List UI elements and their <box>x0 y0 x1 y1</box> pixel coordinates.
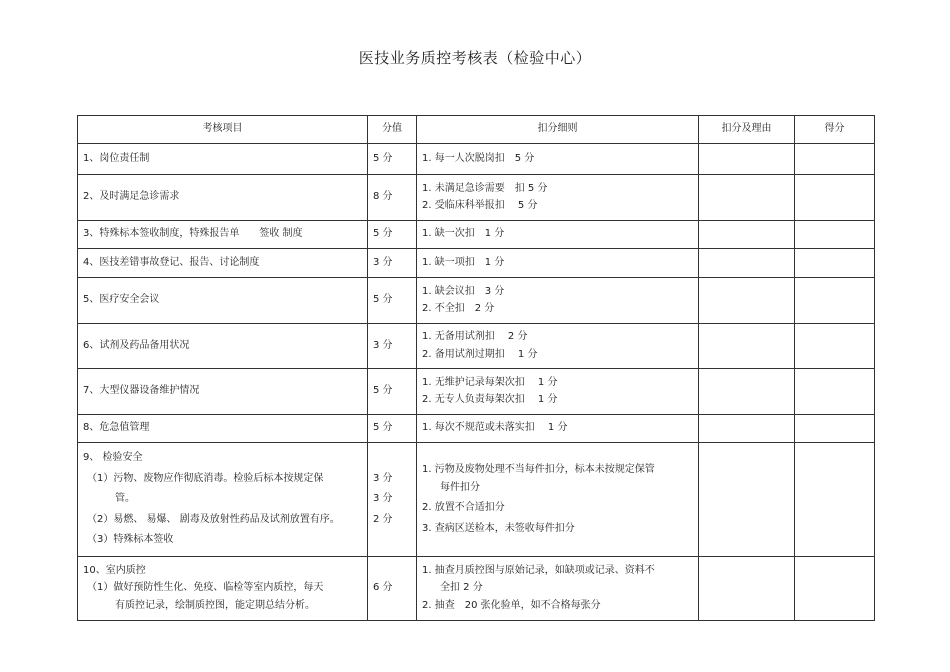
detail-line: 1. 每一人次脱岗扣 5 分 <box>422 152 535 164</box>
row-item: 8、危急值管理 <box>78 415 368 443</box>
detail-line: 1. 污物及废物处理不当每件扣分，标本未按规定保管 <box>422 464 655 475</box>
detail-line: 1. 无备用试剂扣 2 分 <box>422 331 528 342</box>
score-obtained-cell[interactable] <box>795 324 875 369</box>
deduction-reason-cell[interactable] <box>699 324 795 369</box>
deduction-reason-cell[interactable] <box>699 369 795 415</box>
detail-line: 3. 查病区送检本，未签收每件扣分 <box>422 522 575 534</box>
item-line: （3）特殊标本签收 <box>87 534 174 546</box>
detail-line: 2. 无专人负责每架次扣 1 分 <box>422 394 558 405</box>
item-line: （1）污物、废物应作彻底消毒。检验后标本按规定保 <box>87 472 324 484</box>
deduction-reason-cell[interactable] <box>699 278 795 324</box>
row-detail <box>417 324 699 369</box>
deduction-reason-cell[interactable] <box>699 249 795 278</box>
table-row <box>78 278 875 324</box>
row-item: 3、特殊标本签收制度，特殊报告单 签收 制度 <box>78 221 368 249</box>
table-row <box>78 324 875 369</box>
row-item: 6、试剂及药品备用状况 <box>78 324 368 369</box>
score-line: 2 分 <box>373 513 393 525</box>
row-item: 7、大型仪器设备维护情况 <box>78 369 368 415</box>
row-item: 1、岗位责任制 <box>78 144 368 175</box>
deduction-reason-cell[interactable] <box>699 144 795 175</box>
deduction-reason-cell[interactable] <box>699 557 795 621</box>
table-row <box>78 415 875 443</box>
row-detail <box>417 369 699 415</box>
detail-line: 2. 备用试剂过期扣 1 分 <box>422 348 538 360</box>
detail-line: 1. 缺一项扣 1 分 <box>422 256 505 268</box>
score-obtained-cell[interactable] <box>795 278 875 324</box>
row-score: 5 分 <box>368 415 417 443</box>
row-item <box>78 557 368 621</box>
score-obtained-cell[interactable] <box>795 144 875 175</box>
row-detail <box>417 144 699 175</box>
table-row <box>78 369 875 415</box>
row-score <box>368 557 417 621</box>
score-line: 3 分 <box>373 472 393 484</box>
detail-line: 每件扣分 <box>440 481 480 493</box>
header-item: 考核项目 <box>78 116 368 144</box>
header-score: 分值 <box>368 116 417 144</box>
deduction-reason-cell[interactable] <box>699 175 795 221</box>
deduction-reason-cell[interactable] <box>699 415 795 443</box>
score-obtained-cell[interactable] <box>795 369 875 415</box>
score-obtained-cell[interactable] <box>795 415 875 443</box>
item-line: （1）做好预防性生化、免疫、临检等室内质控，每天 <box>87 582 324 594</box>
page-title: 医技业务质控考核表（检验中心） <box>358 49 592 67</box>
row-score: 5 分 <box>368 221 417 249</box>
row-score: 5 分 <box>368 369 417 415</box>
score-obtained-cell[interactable] <box>795 443 875 557</box>
table-row <box>78 249 875 278</box>
detail-line: 2. 抽查 20 张化验单，如不合格每张分 <box>422 599 601 611</box>
row-score: 5 分 <box>368 144 417 175</box>
row-detail <box>417 175 699 221</box>
row-score: 3 分 <box>368 324 417 369</box>
score-obtained-cell[interactable] <box>795 221 875 249</box>
row-score: 3 分 <box>368 249 417 278</box>
item-line: 有质控记录，绘制质控图，能定期总结分析。 <box>115 599 315 611</box>
row-item: 4、医技差错事故登记、报告、讨论制度 <box>78 249 368 278</box>
detail-line: 1. 未满足急诊需要 扣 5 分 <box>422 182 548 194</box>
row-score <box>368 443 417 557</box>
header-reason: 扣分及理由 <box>699 116 795 144</box>
row-detail <box>417 249 699 278</box>
row-score: 5 分 <box>368 278 417 324</box>
assessment-table <box>77 115 875 621</box>
detail-line: 1. 无维护记录每架次扣 1 分 <box>422 376 558 388</box>
item-line: （2）易燃、 易爆、 剧毒及放射性药品及试剂放置有序。 <box>87 513 340 525</box>
row-item: 5、医疗安全会议 <box>78 278 368 324</box>
detail-line: 2. 放置不合适扣分 <box>422 502 505 513</box>
row-score: 8 分 <box>368 175 417 221</box>
item-line: 9、 检验安全 <box>83 452 143 464</box>
detail-line: 1. 缺会议扣 3 分 <box>422 285 505 297</box>
detail-line: 2. 不全扣 2 分 <box>422 303 495 314</box>
row-detail <box>417 415 699 443</box>
row-item: 2、及时满足急诊需求 <box>78 175 368 221</box>
row-detail <box>417 443 699 557</box>
score-obtained-cell[interactable] <box>795 249 875 278</box>
table-row <box>78 175 875 221</box>
score-line: 6 分 <box>373 582 393 594</box>
score-line: 3 分 <box>373 493 393 505</box>
detail-line: 1. 缺一次扣 1 分 <box>422 228 505 240</box>
detail-line: 2. 受临床科举报扣 5 分 <box>422 200 538 211</box>
item-line: 管。 <box>115 493 135 505</box>
detail-line: 1. 每次不规范或未落实扣 1 分 <box>422 422 568 434</box>
score-obtained-cell[interactable] <box>795 557 875 621</box>
row-detail <box>417 278 699 324</box>
deduction-reason-cell[interactable] <box>699 443 795 557</box>
score-obtained-cell[interactable] <box>795 175 875 221</box>
table-row <box>78 144 875 175</box>
detail-line: 1. 抽查月质控图与原始记录，如缺项或记录、资料不 <box>422 564 655 576</box>
item-line: 10、室内质控 <box>83 564 146 576</box>
row-item <box>78 443 368 557</box>
header-got: 得分 <box>795 116 875 144</box>
deduction-reason-cell[interactable] <box>699 221 795 249</box>
table-header-row <box>78 116 875 144</box>
row-detail <box>417 221 699 249</box>
row-detail <box>417 557 699 621</box>
table-row <box>78 443 875 557</box>
header-detail: 扣分细则 <box>417 116 699 144</box>
detail-line: 全扣 2 分 <box>440 582 483 594</box>
table-row <box>78 557 875 621</box>
table-row <box>78 221 875 249</box>
